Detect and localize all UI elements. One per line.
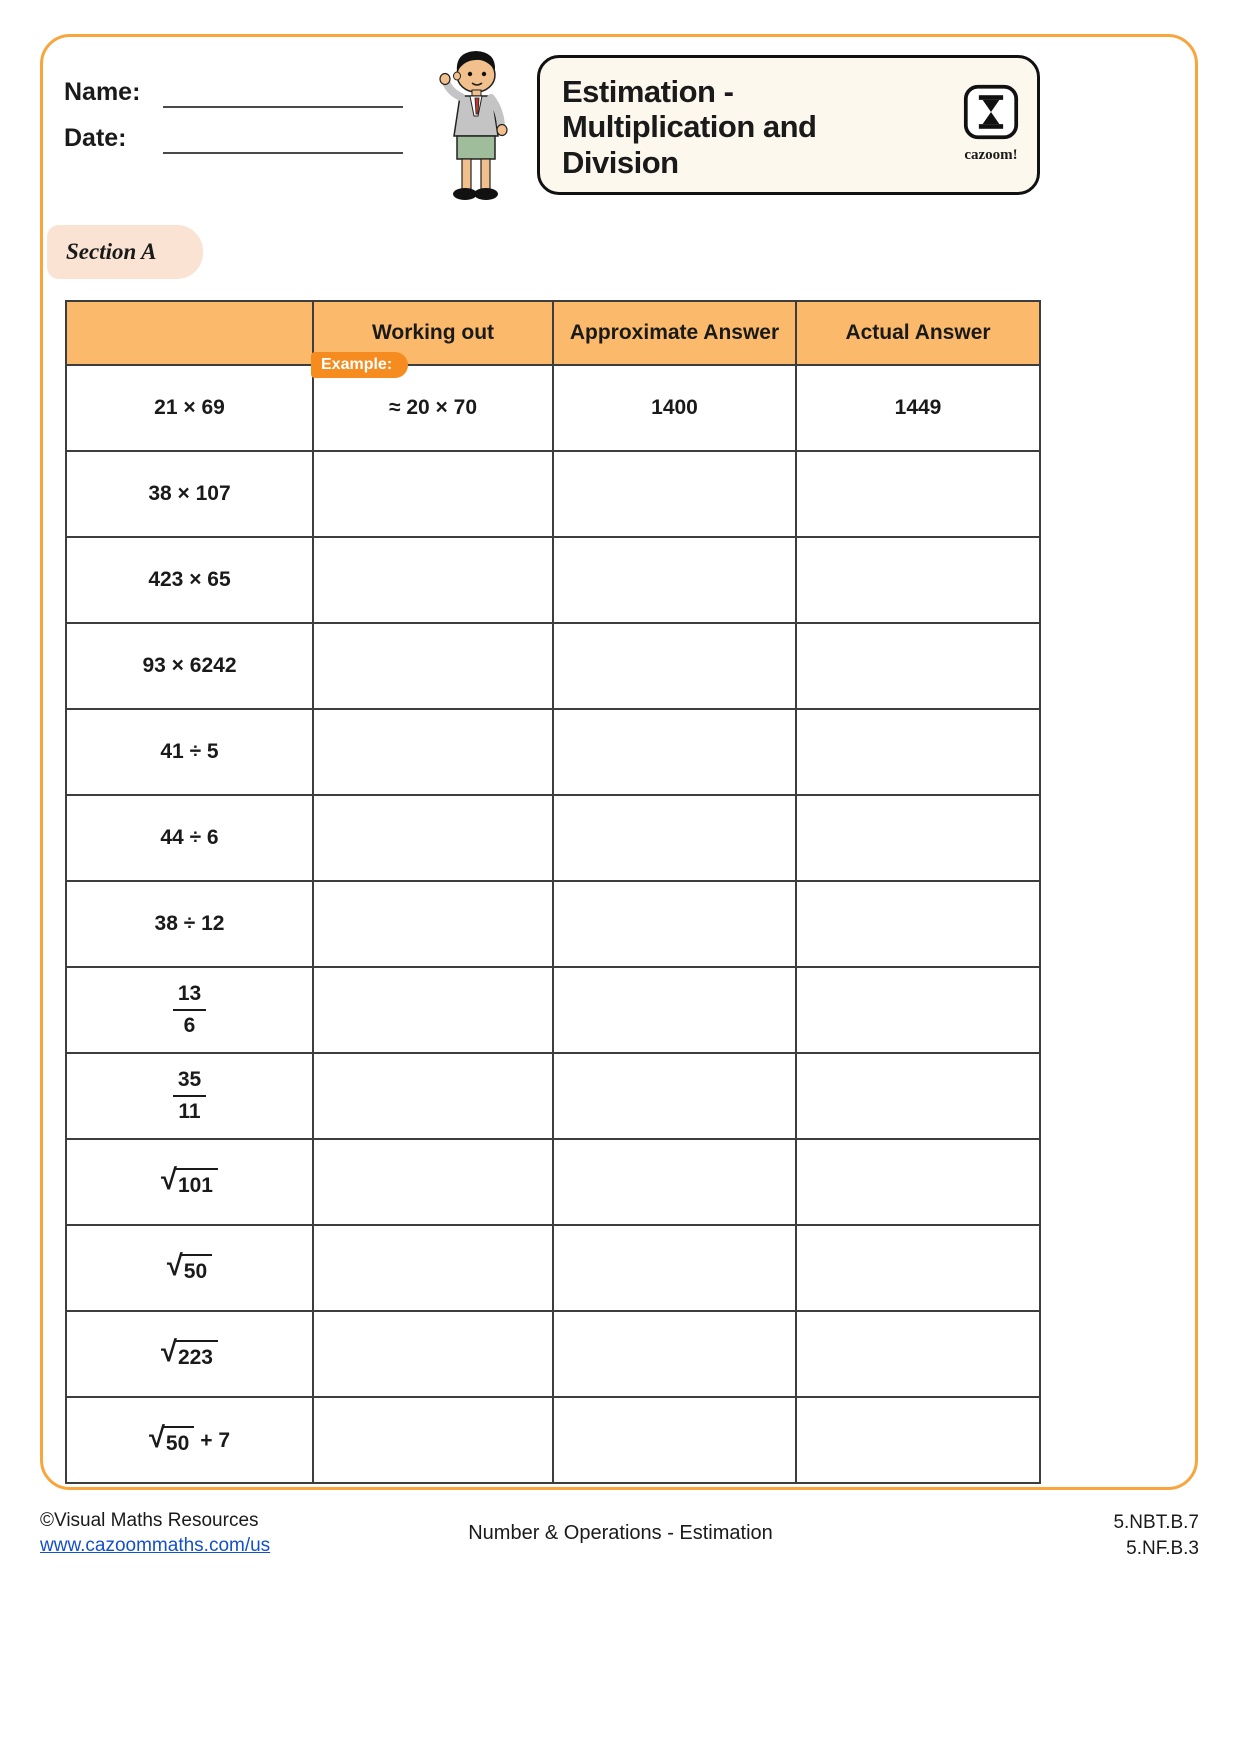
approximate-answer-cell — [553, 451, 796, 537]
approximate-answer-cell — [553, 881, 796, 967]
expression: 38 × 107 — [148, 482, 231, 505]
expression-cell — [66, 623, 313, 709]
table-row — [66, 709, 1040, 795]
table-row — [66, 1053, 1040, 1139]
footer-copyright: ©Visual Maths Resources — [40, 1510, 259, 1531]
expression-cell — [66, 967, 313, 1053]
table-row — [66, 537, 1040, 623]
expression-cell — [66, 1053, 313, 1139]
worksheet-title-box — [537, 55, 1040, 195]
actual-answer-cell — [796, 1139, 1040, 1225]
approximate-answer-cell — [553, 537, 796, 623]
expression: √ 101 — [161, 1171, 218, 1194]
table-row — [66, 881, 1040, 967]
working-out-cell — [313, 1053, 553, 1139]
expression-cell — [66, 1311, 313, 1397]
approximate-answer-cell — [553, 1139, 796, 1225]
table-row — [66, 623, 1040, 709]
expression: √ 50 + 7 — [148, 1422, 231, 1455]
approximate-answer-cell — [553, 795, 796, 881]
expression-cell — [66, 537, 313, 623]
approximate-answer-cell — [553, 709, 796, 795]
working-out-cell — [313, 709, 553, 795]
expression: 21 × 69 — [154, 396, 225, 419]
worksheet-title-line-2: Multiplication and — [562, 109, 817, 145]
expression-cell — [66, 709, 313, 795]
hourglass-icon — [963, 84, 1019, 140]
actual-answer-cell — [796, 537, 1040, 623]
working-out-cell — [313, 1139, 553, 1225]
expression-cell — [66, 451, 313, 537]
expression-cell — [66, 1225, 313, 1311]
approximate-answer-cell: 1400 — [553, 365, 796, 451]
example-badge: Example: — [311, 352, 408, 378]
working-out-cell — [313, 537, 553, 623]
working-out-cell — [313, 451, 553, 537]
working-out-cell — [313, 1311, 553, 1397]
actual-answer-cell — [796, 795, 1040, 881]
table-row — [66, 451, 1040, 537]
expression: √ 223 — [161, 1343, 218, 1366]
expression: 41 ÷ 5 — [160, 740, 219, 763]
header-expression-column — [66, 301, 313, 365]
section-a-badge — [47, 225, 203, 279]
actual-answer-cell: 1449 — [796, 365, 1040, 451]
worksheet-title-line-1: Estimation - — [562, 74, 734, 109]
approximate-answer-cell — [553, 1311, 796, 1397]
footer-standards-block — [1113, 1510, 1199, 1561]
expression-cell — [66, 881, 313, 967]
table-body — [66, 356, 1040, 1483]
footer-topic-text: Number & Operations - Estimation — [468, 1522, 773, 1544]
working-out-cell — [313, 1225, 553, 1311]
header-working-out: Working out — [313, 301, 553, 365]
expression: √ 50 — [167, 1257, 212, 1280]
table-row — [66, 967, 1040, 1053]
actual-answer-cell — [796, 1225, 1040, 1311]
actual-answer-cell — [796, 967, 1040, 1053]
name-label: Name: — [64, 78, 141, 106]
cazoom-logo-text: cazoom! — [964, 147, 1018, 163]
expression: 423 × 65 — [148, 568, 231, 591]
header-approximate-answer: Approximate Answer — [553, 301, 796, 365]
expression: $\frac{13}{6}$ — [173, 998, 206, 1021]
approximate-answer-cell — [553, 1397, 796, 1483]
worksheet-title-line-3: Division — [562, 144, 679, 180]
header-actual-answer: Actual Answer — [796, 301, 1040, 365]
table-row — [66, 1139, 1040, 1225]
expression-cell — [66, 365, 313, 451]
date-label: Date: — [64, 124, 127, 152]
actual-answer-cell — [796, 881, 1040, 967]
working-out-cell — [313, 967, 553, 1053]
example-working-text: ≈ 20 × 70 — [388, 396, 477, 419]
actual-answer-cell — [796, 1397, 1040, 1483]
approximate-answer-cell — [553, 1225, 796, 1311]
name-input-line — [163, 106, 403, 108]
expression-cell — [66, 1397, 313, 1483]
actual-answer-cell — [796, 709, 1040, 795]
date-input-line — [163, 152, 403, 154]
actual-answer-cell — [796, 1311, 1040, 1397]
radical-sign: √ — [148, 1422, 165, 1454]
estimation-table — [65, 300, 1041, 1484]
working-out-cell — [313, 623, 553, 709]
radical-sign: √ — [161, 1336, 177, 1368]
working-out-cell — [313, 795, 553, 881]
student-boy-illustration — [424, 42, 524, 212]
table-row — [66, 1311, 1040, 1397]
section-a-label: Section A — [66, 239, 157, 264]
approximate-answer-cell — [553, 623, 796, 709]
expression-cell — [66, 795, 313, 881]
working-out-cell — [313, 356, 553, 451]
expression: 93 × 6242 — [142, 654, 237, 677]
cazoom-logo — [959, 84, 1023, 164]
table-row — [66, 1397, 1040, 1483]
working-out-cell — [313, 1397, 553, 1483]
footer-standard-2: 5.NF.B.3 — [1126, 1537, 1199, 1559]
table-row — [66, 365, 1040, 451]
footer-url-link[interactable]: www.cazoommaths.com/us — [40, 1535, 271, 1556]
actual-answer-cell — [796, 1053, 1040, 1139]
approximate-answer-cell — [553, 967, 796, 1053]
approximate-answer-cell — [553, 1053, 796, 1139]
table-header-row — [66, 301, 1040, 365]
radical-sign: √ — [161, 1164, 177, 1196]
actual-answer-cell — [796, 451, 1040, 537]
expression-cell — [66, 1139, 313, 1225]
expression: 44 ÷ 6 — [160, 826, 219, 849]
table-row — [66, 1225, 1040, 1311]
working-out-cell — [313, 881, 553, 967]
actual-answer-cell — [796, 623, 1040, 709]
expression: 38 ÷ 12 — [154, 912, 225, 935]
expression: $\frac{35}{11}$ — [173, 1084, 206, 1107]
footer-standard-1: 5.NBT.B.7 — [1113, 1512, 1199, 1533]
table-row — [66, 795, 1040, 881]
radical-sign: √ — [166, 1250, 183, 1282]
